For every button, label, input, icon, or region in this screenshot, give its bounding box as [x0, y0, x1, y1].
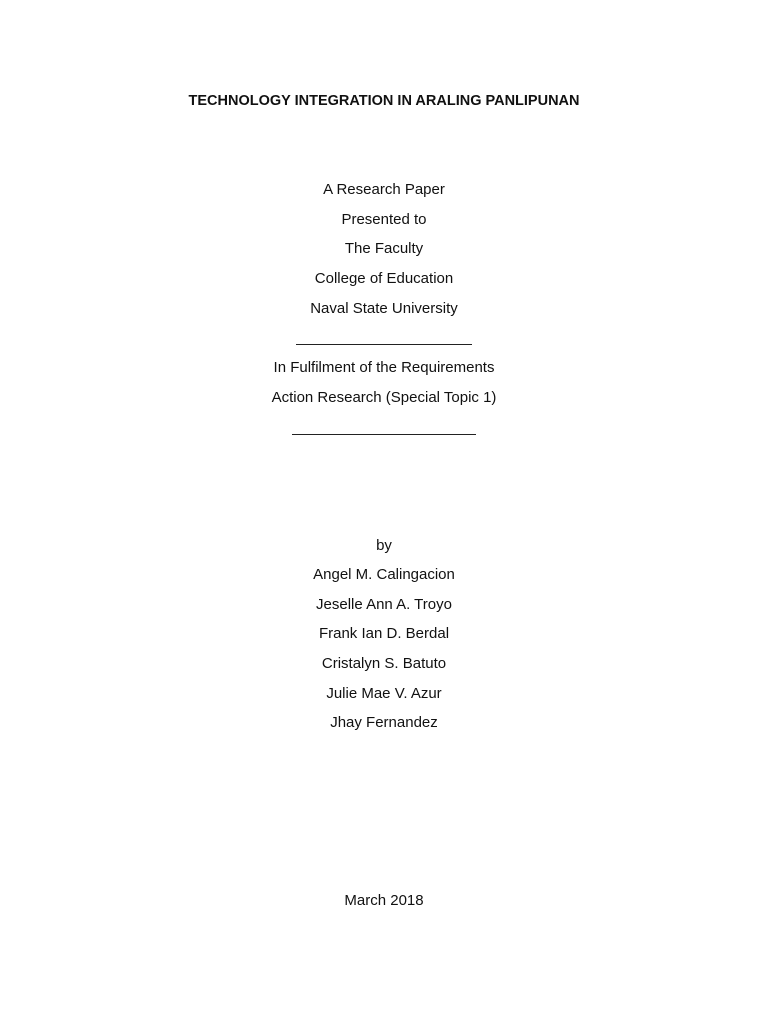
separator-line: [292, 434, 476, 435]
requirements-line: In Fulfilment of the Requirements: [273, 359, 495, 376]
requirements-line: Action Research (Special Topic 1): [271, 389, 497, 406]
author-name: Angel M. Calingacion: [313, 566, 455, 583]
presentation-line: Naval State University: [310, 300, 458, 317]
presentation-line: A Research Paper: [323, 181, 445, 198]
paper-title: TECHNOLOGY INTEGRATION IN ARALING PANLIPUNAN: [188, 93, 580, 109]
presentation-line: College of Education: [314, 270, 454, 287]
author-name: Cristalyn S. Batuto: [321, 655, 447, 672]
author-name: Frank Ian D. Berdal: [318, 625, 450, 642]
presentation-line: Presented to: [341, 211, 427, 228]
author-name: Julie Mae V. Azur: [326, 685, 442, 702]
presentation-line: The Faculty: [344, 240, 424, 257]
by-label: by: [376, 537, 392, 554]
author-name: Jeselle Ann A. Troyo: [316, 596, 452, 613]
date: March 2018: [344, 892, 424, 909]
author-name: Jhay Fernandez: [330, 714, 438, 731]
separator-line: [296, 344, 472, 345]
